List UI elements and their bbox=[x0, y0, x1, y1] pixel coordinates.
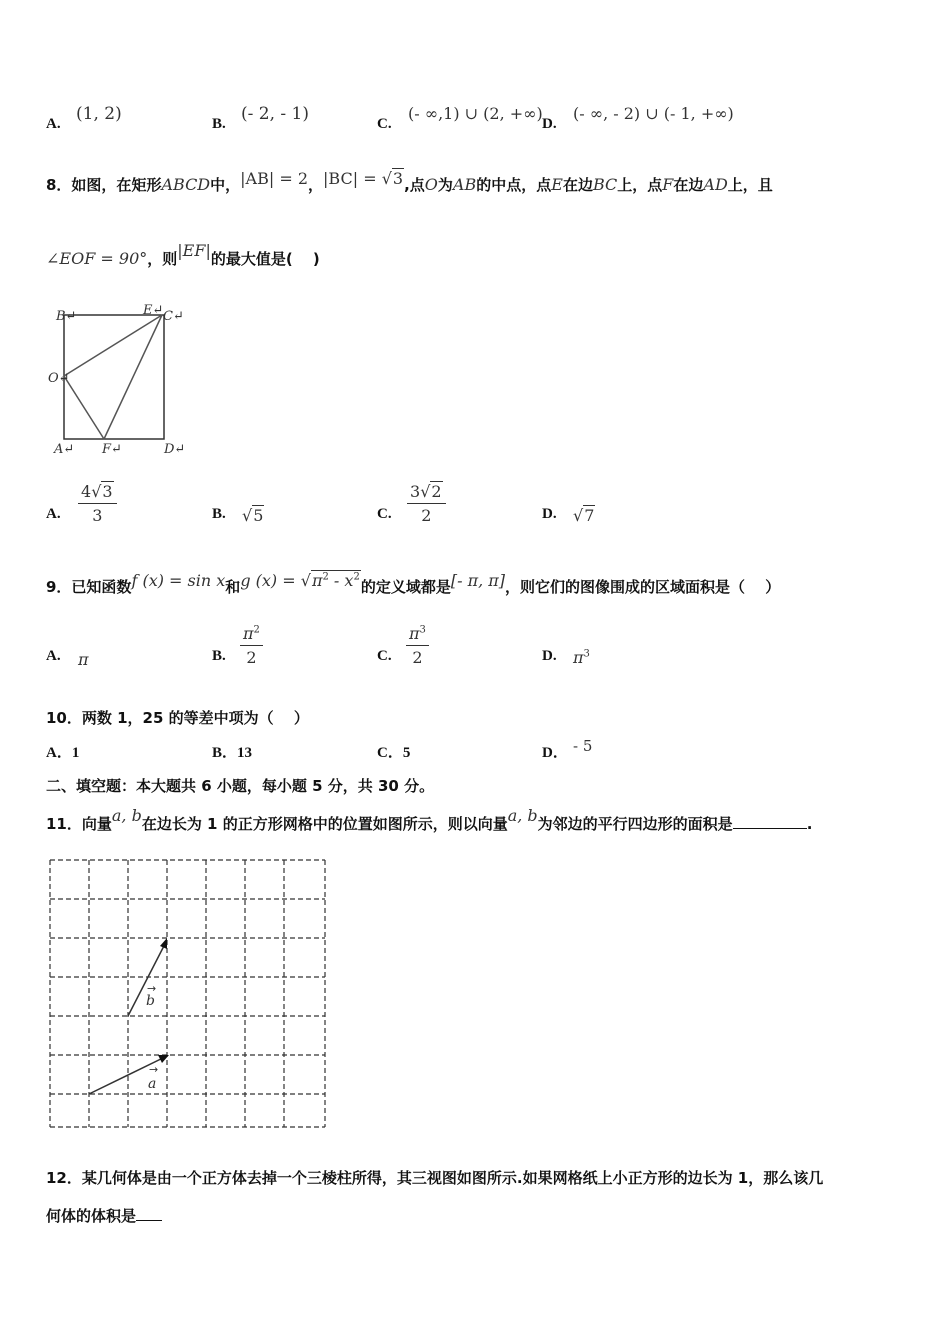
q8-stem-line1: 8．如图，在矩形ABCD中，|AB| = 2，|BC| = √3,点O为AB的中点，点E在边BC上，点F在边AD上，且 bbox=[46, 169, 773, 194]
label-b: B↵ bbox=[56, 309, 77, 324]
ab-length: |AB| = 2 bbox=[240, 169, 309, 188]
q8-option-a-value: $\frac{4√3}{3}$ bbox=[78, 482, 117, 525]
q10-option-a: A．1 bbox=[46, 745, 80, 761]
vectors-ab-2: a, b bbox=[507, 806, 538, 825]
svg-text:→: → bbox=[149, 1063, 159, 1076]
q8-option-d-label: D. bbox=[542, 506, 557, 522]
q9-option-d-value: $\pi^3$ bbox=[573, 648, 590, 667]
q10-stem: 10．两数 1，25 的等差中项为（ ） bbox=[46, 709, 309, 727]
angle-eof: ∠EOF = 90° bbox=[46, 249, 148, 268]
q12-answer-blank[interactable] bbox=[136, 1220, 162, 1221]
q8-option-a-label: A. bbox=[46, 506, 61, 522]
domain-interval: [- π, π] bbox=[450, 571, 506, 590]
q8-option-c-label: C. bbox=[377, 506, 392, 522]
label-a: A↵ bbox=[54, 442, 75, 457]
ef-abs: |EF| bbox=[177, 241, 211, 260]
label-d: D↵ bbox=[164, 442, 186, 457]
q7-option-a-value: (1, 2) bbox=[76, 104, 122, 124]
label-o: O↵ bbox=[48, 371, 70, 386]
q8-option-c-value: $\frac{3√2}{2}$ bbox=[407, 482, 446, 525]
q10-option-d-value: - 5 bbox=[573, 737, 593, 755]
segment-of bbox=[64, 376, 104, 439]
q8-option-b-label: B. bbox=[212, 506, 226, 522]
q7-option-c-value: (- ∞,1) ∪ (2, +∞) bbox=[408, 104, 543, 123]
label-e: E↵ bbox=[143, 303, 164, 318]
q7-option-c-label: C. bbox=[377, 116, 392, 132]
q8-option-b-value: √5 bbox=[242, 506, 264, 525]
q8-option-d-value: √7 bbox=[573, 506, 595, 525]
q10-option-b: B．13 bbox=[212, 745, 253, 761]
vector-b-arrowhead bbox=[160, 938, 167, 949]
svg-text:→: → bbox=[147, 982, 157, 995]
label-f: F↵ bbox=[102, 442, 122, 457]
q7-option-d-label: D. bbox=[542, 116, 557, 132]
f-of-x: f (x) = sin x bbox=[131, 571, 226, 590]
q12-stem-line2: 何体的体积是 bbox=[46, 1205, 162, 1226]
q7-option-d-value: (- ∞, - 2) ∪ (- 1, +∞) bbox=[573, 104, 734, 123]
q11-answer-blank[interactable] bbox=[733, 828, 807, 829]
section-heading-fill-in: 二、填空题：本大题共 6 小题，每小题 5 分，共 30 分。 bbox=[46, 777, 435, 795]
label-vector-a: a bbox=[148, 1076, 157, 1092]
q9-option-a-value: π bbox=[78, 650, 89, 669]
q8-rectangle-figure bbox=[46, 298, 196, 460]
q7-option-b-label: B. bbox=[212, 116, 226, 132]
q9-option-c-value: $\frac{\pi^3}{2}$ bbox=[406, 624, 429, 667]
q11-vector-grid bbox=[48, 858, 328, 1130]
q10-option-d-label: D． bbox=[542, 745, 568, 761]
q9-option-b-value: $\frac{\pi^2}{2}$ bbox=[240, 624, 263, 667]
q9-option-d-label: D. bbox=[542, 648, 557, 664]
q7-option-b-value: (- 2, - 1) bbox=[241, 104, 309, 124]
q12-stem-line1: 12．某几何体是由一个正方体去掉一个三棱柱所得，其三视图如图所示.如果网格纸上小正方形的边长为 1，那么该几 bbox=[46, 1169, 824, 1187]
label-c: C↵ bbox=[163, 309, 184, 324]
q9-stem: 9．已知函数f (x) = sin x和g $(x) = √\pi^2 - x^2$的定义域都是[- π, π]，则它们的图像围成的区域面积是（ ） bbox=[46, 571, 781, 596]
q9-option-a-label: A. bbox=[46, 648, 61, 664]
g-of-x: g $(x) = √\pi^2 - x^2$ bbox=[240, 571, 360, 590]
q9-option-c-label: C. bbox=[377, 648, 392, 664]
q11-stem: 11．向量a, b在边长为 1 的正方形网格中的位置如图所示，则以向量a, b为邻边的平行四边形的面积是 . bbox=[46, 806, 813, 833]
bc-length: |BC| = √3 bbox=[323, 169, 404, 188]
rectangle-abcd bbox=[64, 315, 164, 439]
q8-stem-line2: ∠EOF = 90°，则|EF|的最大值是( ) bbox=[46, 241, 320, 268]
q7-option-a-label: A. bbox=[46, 116, 61, 132]
q9-option-b-label: B. bbox=[212, 648, 226, 664]
label-vector-b: b bbox=[146, 993, 155, 1009]
q10-option-c: C．5 bbox=[377, 745, 411, 761]
vectors-ab-1: a, b bbox=[111, 806, 142, 825]
